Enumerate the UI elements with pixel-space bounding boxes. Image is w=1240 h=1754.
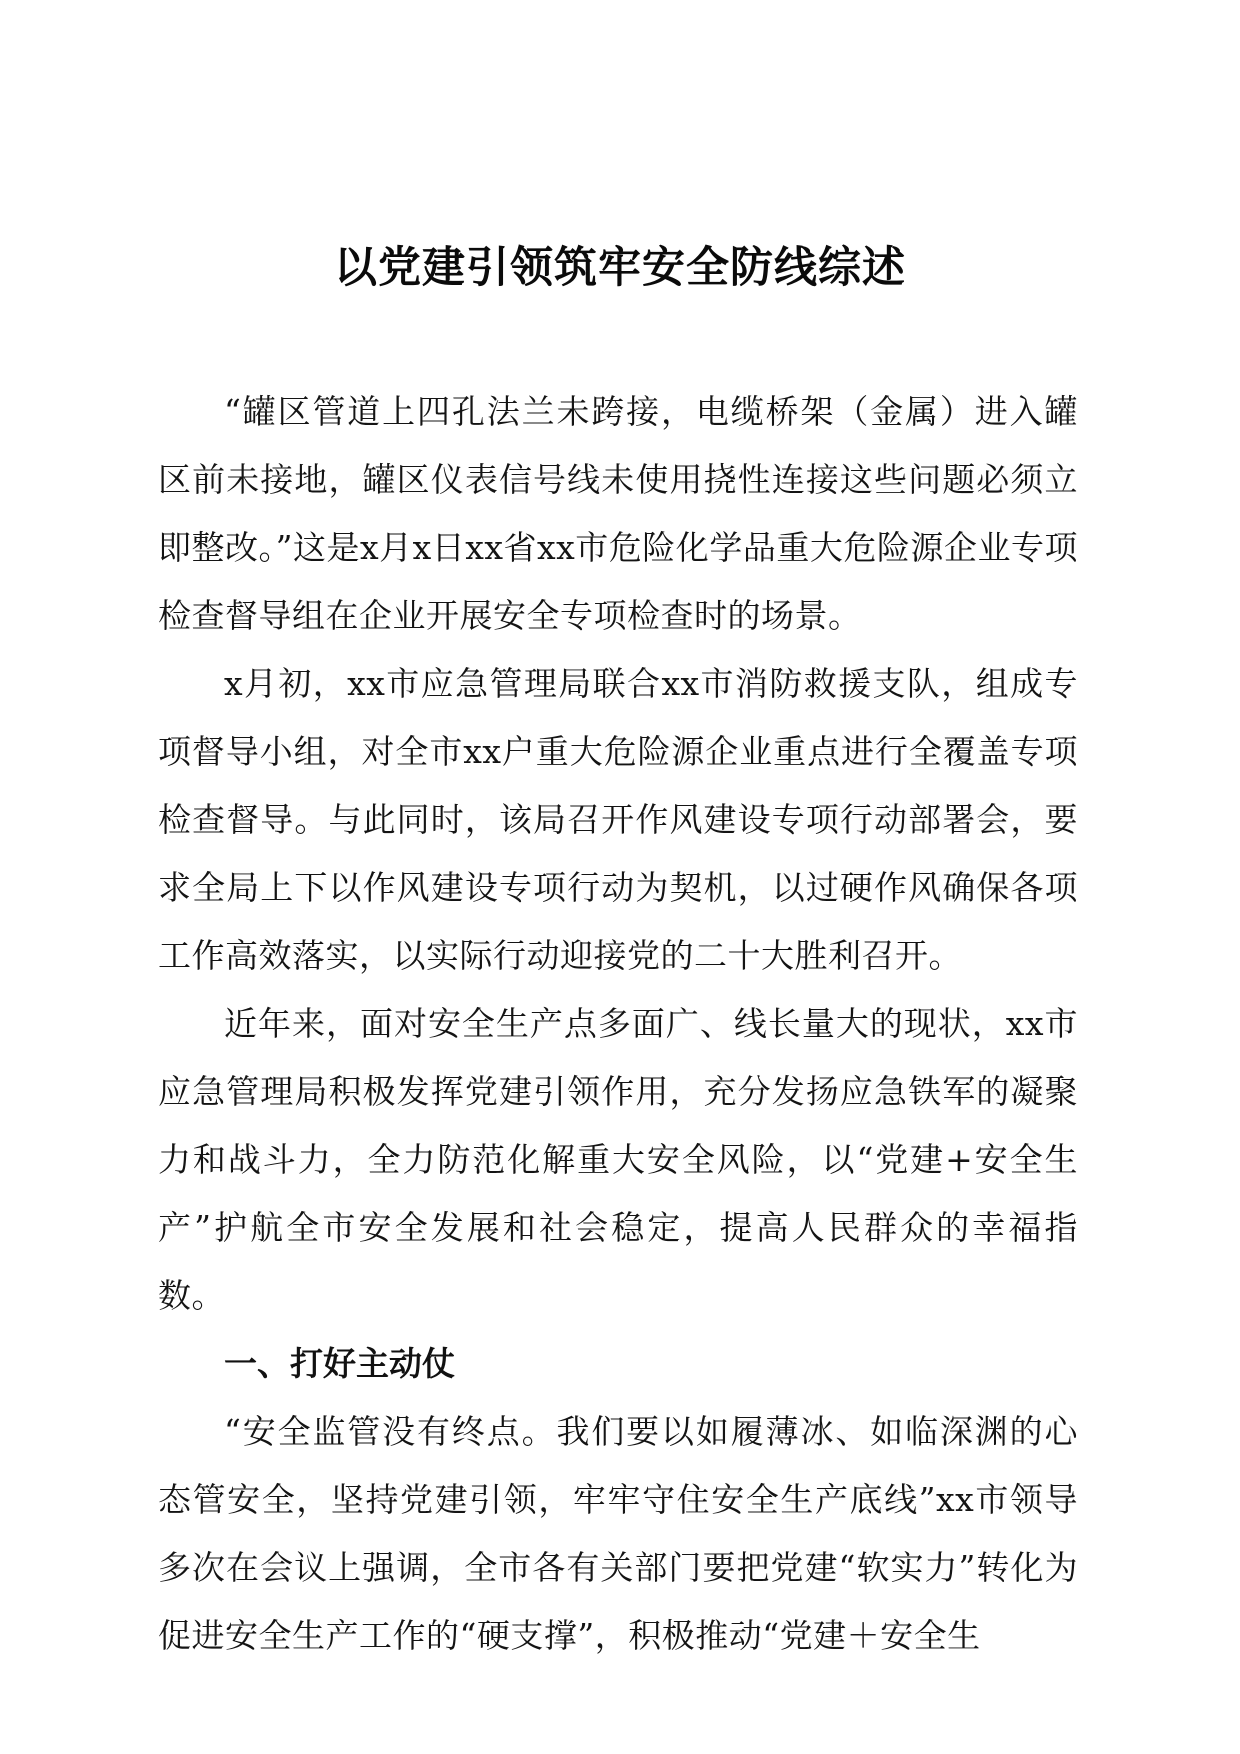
document-body bbox=[158, 378, 1078, 1670]
document-title: 以党建引领筑牢安全防线综述 bbox=[334, 243, 906, 293]
paragraph-party-leadership: 近年来，面对安全生产点多面广、线长量大的现状，xx市应急管理局积极发挥党建引领作用，充分发扬应急铁军的凝聚力和战斗力，全力防范化解重大安全风险，以“党建+安全生产”护航全市安全发展和社会稳定，提高人民群众的幸福指数。 bbox=[158, 1004, 1078, 1315]
paragraph-section-one: “安全监管没有终点。我们要以如履薄冰、如临深渊的心态管安全，坚持党建引领，牢牢守住安全生产底线”xx市领导多次在会议上强调，全市各有关部门要把党建“软实力”转化为促进安全生产工作的“硬支撑”，积极推动“党建＋安全生 bbox=[158, 1412, 1078, 1655]
paragraph-inspection-scene: “罐区管道上四孔法兰未跨接，电缆桥架（金属）进入罐区前未接地，罐区仪表信号线未使用挠性连接这些问题必须立即整改。”这是x月x日xx省xx市危险化学品重大危险源企业专项检查督导组在企业开展安全专项检查时的场景。 bbox=[158, 392, 1078, 635]
section-heading: 一、打好主动仗 bbox=[224, 1344, 455, 1383]
paragraph-special-inspection: x月初，xx市应急管理局联合xx市消防救援支队，组成专项督导小组，对全市xx户重大危险源企业重点进行全覆盖专项检查督导。与此同时，该局召开作风建设专项行动部署会，要求全局上下以作风建设专项行动为契机，以过硬作风确保各项工作高效落实，以实际行动迎接党的二十大胜利召开。 bbox=[158, 664, 1078, 975]
